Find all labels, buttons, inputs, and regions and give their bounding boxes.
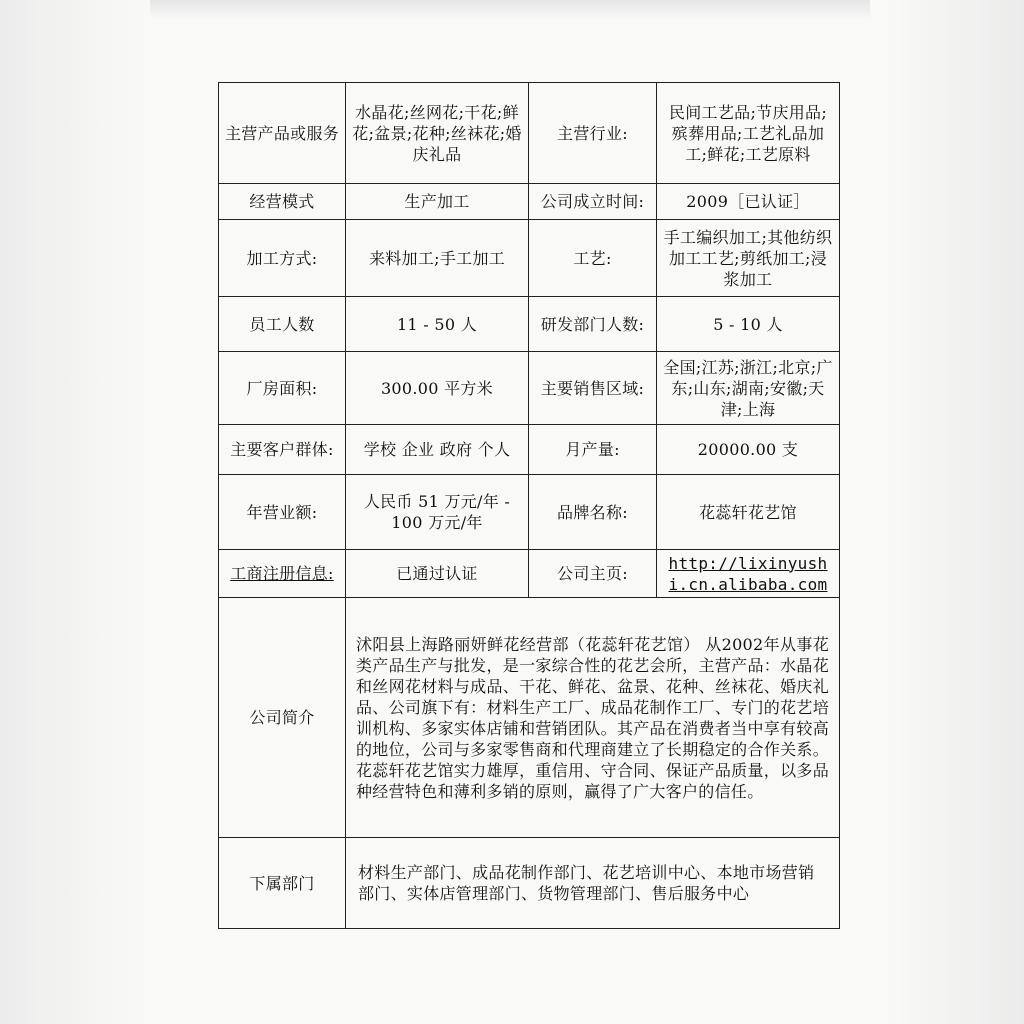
- value-employees: 11 - 50 人: [346, 297, 529, 352]
- table-row: [219, 297, 840, 352]
- label-factory-area: 厂房面积:: [219, 352, 346, 425]
- label-homepage: 公司主页:: [529, 550, 657, 598]
- company-intro-text: 沭阳县上海路丽妍鲜花经营部（花蕊轩花艺馆） 从2002年从事花类产品生产与批发，是一家综合性的花艺会所，主营产品：水晶花和丝网花材料与成品、干花、鲜花、盆景、花种、丝袜花、婚庆礼品、公司旗下有：材料生产工厂、成品花制作工厂、专门的花艺培训机构、多家实体店铺和营销团队。其产品在消费者当中享有较高的地位，公司与多家零售商和代理商建立了长期稳定的合作关系。花蕊轩花艺馆实力雄厚，重信用、守合同、保证产品质量，以多品种经营特色和薄利多销的原则，赢得了广大客户的信任。: [356, 634, 829, 801]
- label-rd-staff: 研发部门人数:: [529, 297, 657, 352]
- value-registration-info: 已通过认证: [346, 550, 529, 598]
- table-row: [219, 838, 840, 929]
- label-founded: 公司成立时间:: [529, 184, 657, 220]
- label-processing-method: 加工方式:: [219, 220, 346, 297]
- label-employees: 员工人数: [219, 297, 346, 352]
- table-row: [219, 352, 840, 425]
- label-departments: 下属部门: [219, 838, 346, 929]
- company-info-table: [218, 82, 840, 929]
- value-customer-groups: 学校 企业 政府 个人: [346, 425, 529, 475]
- company-intro-cell: [346, 598, 840, 838]
- table-row: [219, 425, 840, 475]
- table-row: [219, 550, 840, 598]
- value-sales-region: 全国;江苏;浙江;北京;广东;山东;湖南;安徽;天津;上海: [657, 352, 840, 425]
- value-processing-method: 来料加工;手工加工: [346, 220, 529, 297]
- value-monthly-output: 20000.00 支: [657, 425, 840, 475]
- table-row: [219, 598, 840, 838]
- label-business-model: 经营模式: [219, 184, 346, 220]
- label-main-products: 主营产品或服务: [219, 83, 346, 184]
- value-business-model: 生产加工: [346, 184, 529, 220]
- value-main-products: 水晶花;丝网花;干花;鲜花;盆景;花种;丝袜花;婚庆礼品: [346, 83, 529, 184]
- value-brand-name: 花蕊轩花艺馆: [657, 475, 840, 550]
- table-row: [219, 220, 840, 297]
- value-founded: 2009［已认证］: [657, 184, 840, 220]
- scan-shadow-right: [884, 0, 1024, 1024]
- label-craft: 工艺:: [529, 220, 657, 297]
- label-company-intro: 公司简介: [219, 598, 346, 838]
- value-rd-staff: 5 - 10 人: [657, 297, 840, 352]
- label-sales-region: 主要销售区域:: [529, 352, 657, 425]
- table-row: [219, 184, 840, 220]
- label-registration-info: 工商注册信息:: [219, 550, 346, 598]
- label-main-industry: 主营行业:: [529, 83, 657, 184]
- label-monthly-output: 月产量:: [529, 425, 657, 475]
- table-row: [219, 475, 840, 550]
- value-craft: 手工编织加工;其他纺织加工工艺;剪纸加工;浸浆加工: [657, 220, 840, 297]
- scan-top-bleed: [150, 0, 870, 20]
- scan-shadow-left: [0, 0, 150, 1024]
- label-customer-groups: 主要客户群体:: [219, 425, 346, 475]
- departments-text: 材料生产部门、成品花制作部门、花艺培训中心、本地市场营销部门、实体店管理部门、货物管理部门、售后服务中心: [346, 838, 840, 929]
- table-row: [219, 83, 840, 184]
- value-annual-revenue: 人民币 51 万元/年 - 100 万元/年: [346, 475, 529, 550]
- value-factory-area: 300.00 平方米: [346, 352, 529, 425]
- value-main-industry: 民间工艺品;节庆用品;殡葬用品;工艺礼品加工;鲜花;工艺原料: [657, 83, 840, 184]
- label-annual-revenue: 年营业额:: [219, 475, 346, 550]
- label-brand-name: 品牌名称:: [529, 475, 657, 550]
- homepage-link[interactable]: http://lixinyushi.cn.alibaba.com: [657, 550, 840, 598]
